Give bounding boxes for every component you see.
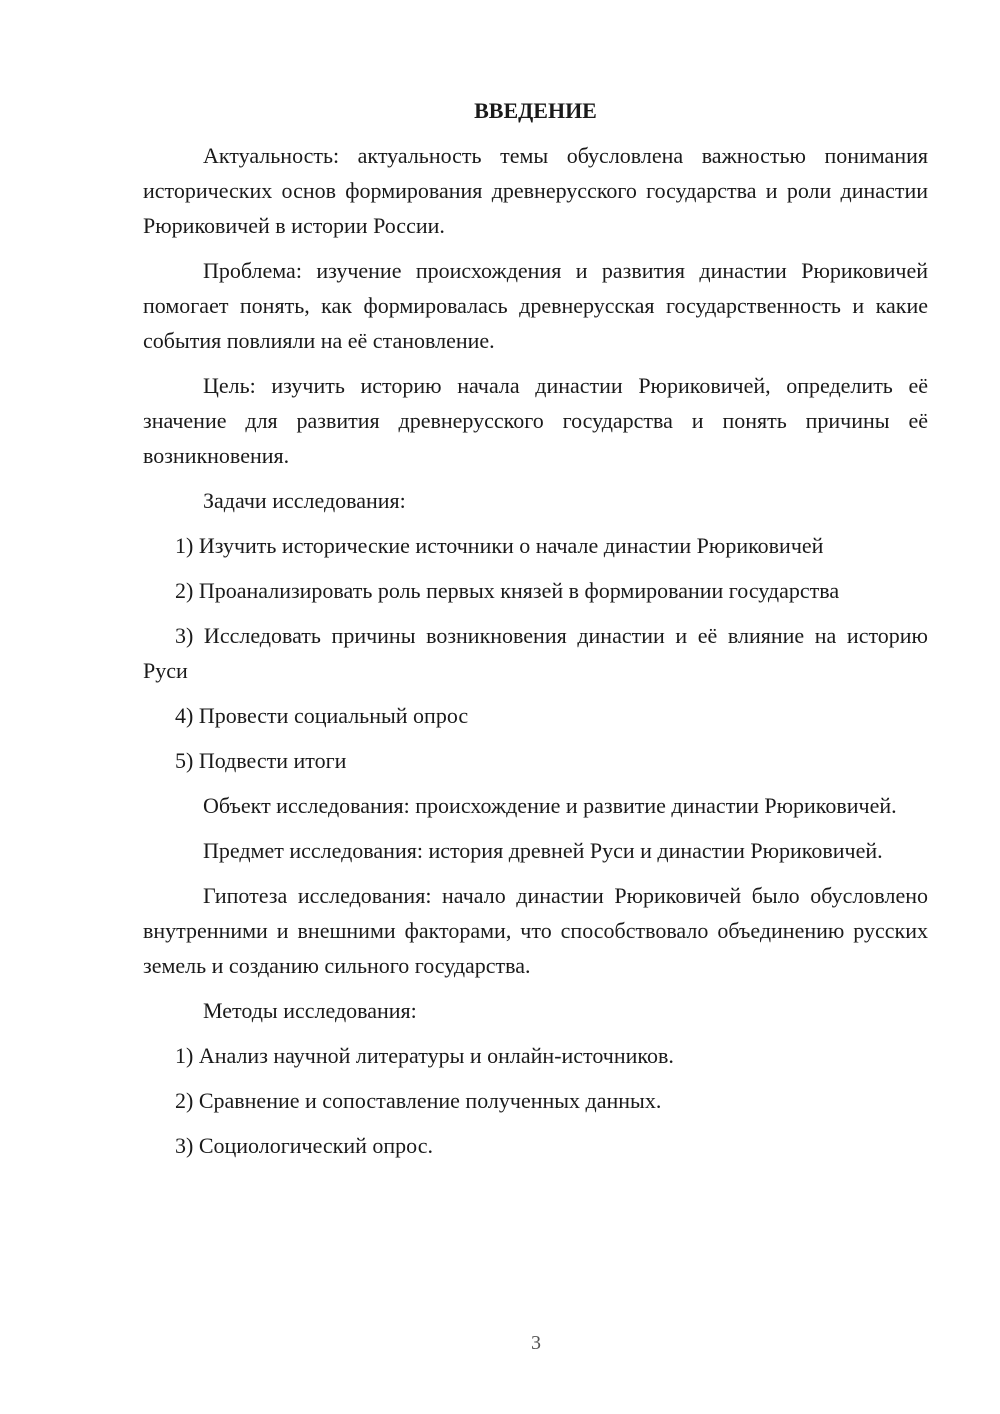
task-item: 1) Изучить исторические источники о начале династии Рюриковичей: [175, 533, 824, 558]
method-item: 1) Анализ научной литературы и онлайн-источников.: [175, 1043, 674, 1068]
method-item: 3) Социологический опрос.: [175, 1133, 433, 1158]
tasks-heading: Задачи исследования:: [203, 488, 406, 513]
methods-heading: Методы исследования:: [203, 998, 417, 1023]
problem-paragraph: Проблема: изучение происхождения и развития династии Рюриковичей помогает понять, как формировалась древнерусская государственность и какие события повлияли на её становление.: [143, 258, 928, 353]
hypothesis-paragraph: Гипотеза исследования: начало династии Рюриковичей было обусловлено внутренними и внешними факторами, что способствовало объединению русских земель и созданию сильного государства.: [143, 883, 928, 978]
task-item: 4) Провести социальный опрос: [175, 703, 469, 728]
document-body: [143, 93, 928, 1173]
task-item: 3) Исследовать причины возникновения династии и её влияние на историю Руси: [143, 623, 928, 683]
relevance-paragraph: Актуальность: актуальность темы обусловлена важностью понимания исторических основ формирования древнерусского государства и роли династии Рюриковичей в истории России.: [143, 143, 928, 238]
subject-paragraph: Предмет исследования: история древней Руси и династии Рюриковичей.: [203, 838, 883, 863]
method-item: 2) Сравнение и сопоставление полученных данных.: [175, 1088, 662, 1113]
task-item: 2) Проанализировать роль первых князей в формировании государства: [175, 578, 840, 603]
task-item: 5) Подвести итоги: [175, 748, 347, 773]
page-number: 3: [531, 1332, 541, 1354]
object-paragraph: Объект исследования: происхождение и развитие династии Рюриковичей.: [203, 793, 897, 818]
goal-paragraph: Цель: изучить историю начала династии Рюриковичей, определить её значение для развития древнерусского государства и понять причины её возникновения.: [143, 373, 928, 468]
section-title: ВВЕДЕНИЕ: [474, 98, 597, 123]
